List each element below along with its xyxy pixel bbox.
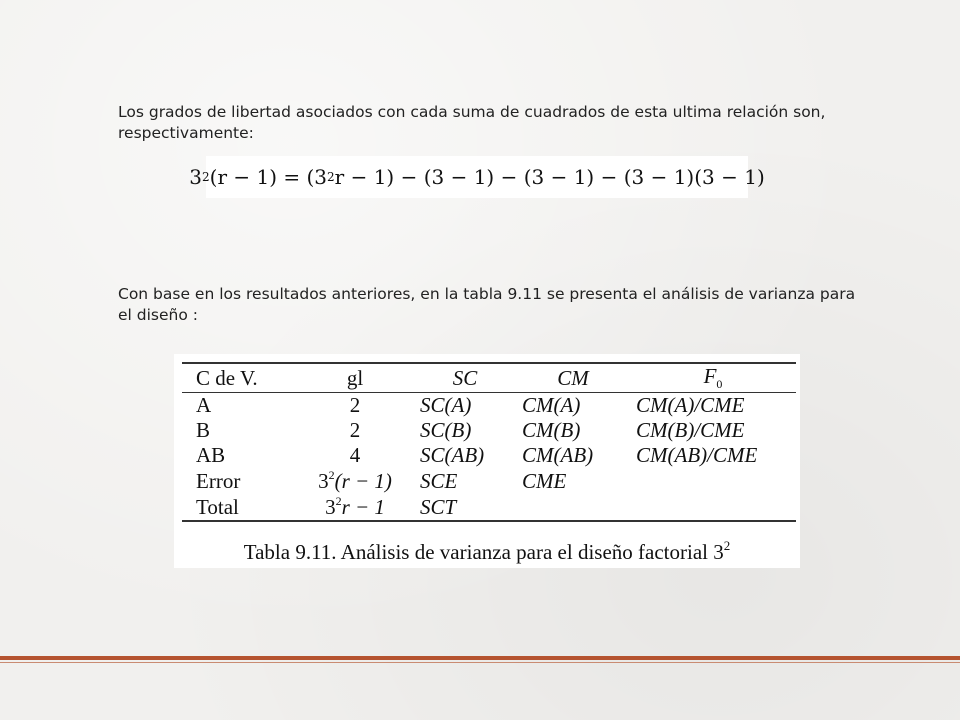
anova-table-figure (174, 354, 800, 568)
cell-sc: SCE (420, 468, 458, 493)
cell-source: A (196, 393, 212, 418)
cell-gl: 2 (349, 418, 361, 443)
cell-gl: 4 (349, 443, 361, 468)
table-row (182, 443, 796, 468)
cell-cm: CM(A) (522, 393, 581, 418)
equation-lhs-exponent: 2 (202, 170, 210, 184)
table-row (182, 393, 796, 419)
table-row (182, 494, 796, 521)
cell-f0: CM(B)/CME (636, 418, 745, 443)
header-f0-subscript: 0 (716, 377, 723, 392)
equation-lhs-rest: (r − 1) = (3 (209, 165, 328, 189)
cell-cm: CM(B) (522, 418, 581, 443)
equation-rhs: r − 1) − (3 − 1) − (3 − 1) − (3 − 1)(3 − 1) (334, 165, 765, 189)
gl-exponent: 2 (335, 494, 342, 509)
cell-cm: CME (522, 468, 567, 493)
cell-source: AB (196, 443, 226, 468)
cell-cm: CM(AB) (522, 443, 594, 468)
gl-rest: r − 1 (341, 495, 385, 520)
cell-gl: 2 (349, 393, 361, 418)
cell-f0 (630, 468, 796, 494)
cell-sc: SC(A) (420, 393, 472, 418)
equation-lhs-base: 3 (189, 165, 202, 189)
cell-source: Error (196, 468, 241, 493)
gl-exponent: 2 (328, 468, 335, 483)
gl-base: 3 (318, 469, 329, 494)
header-sc: SC (452, 365, 478, 390)
caption-exponent: 2 (723, 538, 731, 553)
table-caption (174, 538, 800, 565)
header-gl: gl (346, 365, 364, 390)
header-source: C de V. (196, 365, 258, 390)
header-f0 (630, 363, 796, 393)
paragraph-degrees-of-freedom: Los grados de libertad asociados con cada suma de cuadrados de esta ultima relación son, respectivamente: (118, 102, 826, 142)
cell-source: B (196, 418, 211, 443)
header-f0-letter: F (703, 364, 717, 388)
cell-cm (516, 494, 630, 521)
cell-f0: CM(AB)/CME (636, 443, 758, 468)
cell-sc: SC(AB) (420, 443, 485, 468)
cell-gl (296, 494, 414, 521)
cell-f0: CM(A)/CME (636, 393, 745, 418)
anova-header-row (182, 363, 796, 393)
gl-base: 3 (325, 495, 336, 520)
paragraph-anova-intro: Con base en los resultados anteriores, en la tabla 9.11 se presenta el análisis de varianza para el diseño : (118, 284, 856, 324)
table-row (182, 468, 796, 494)
equation-degrees-of-freedom (189, 156, 765, 198)
cell-source: Total (196, 494, 239, 519)
bottom-accent-rule (0, 656, 960, 660)
bottom-accent-rule-thin (0, 662, 960, 663)
header-cm: CM (557, 365, 589, 390)
cell-gl (296, 468, 414, 494)
anova-table (182, 362, 796, 522)
cell-sc: SC(B) (420, 418, 472, 443)
table-row (182, 418, 796, 443)
equation-mid-exponent: 2 (327, 170, 335, 184)
cell-sc: SCT (420, 494, 457, 519)
cell-f0 (630, 494, 796, 521)
caption-text: Tabla 9.11. Análisis de varianza para el diseño factorial 3 (243, 540, 724, 564)
gl-rest: (r − 1) (334, 469, 392, 494)
